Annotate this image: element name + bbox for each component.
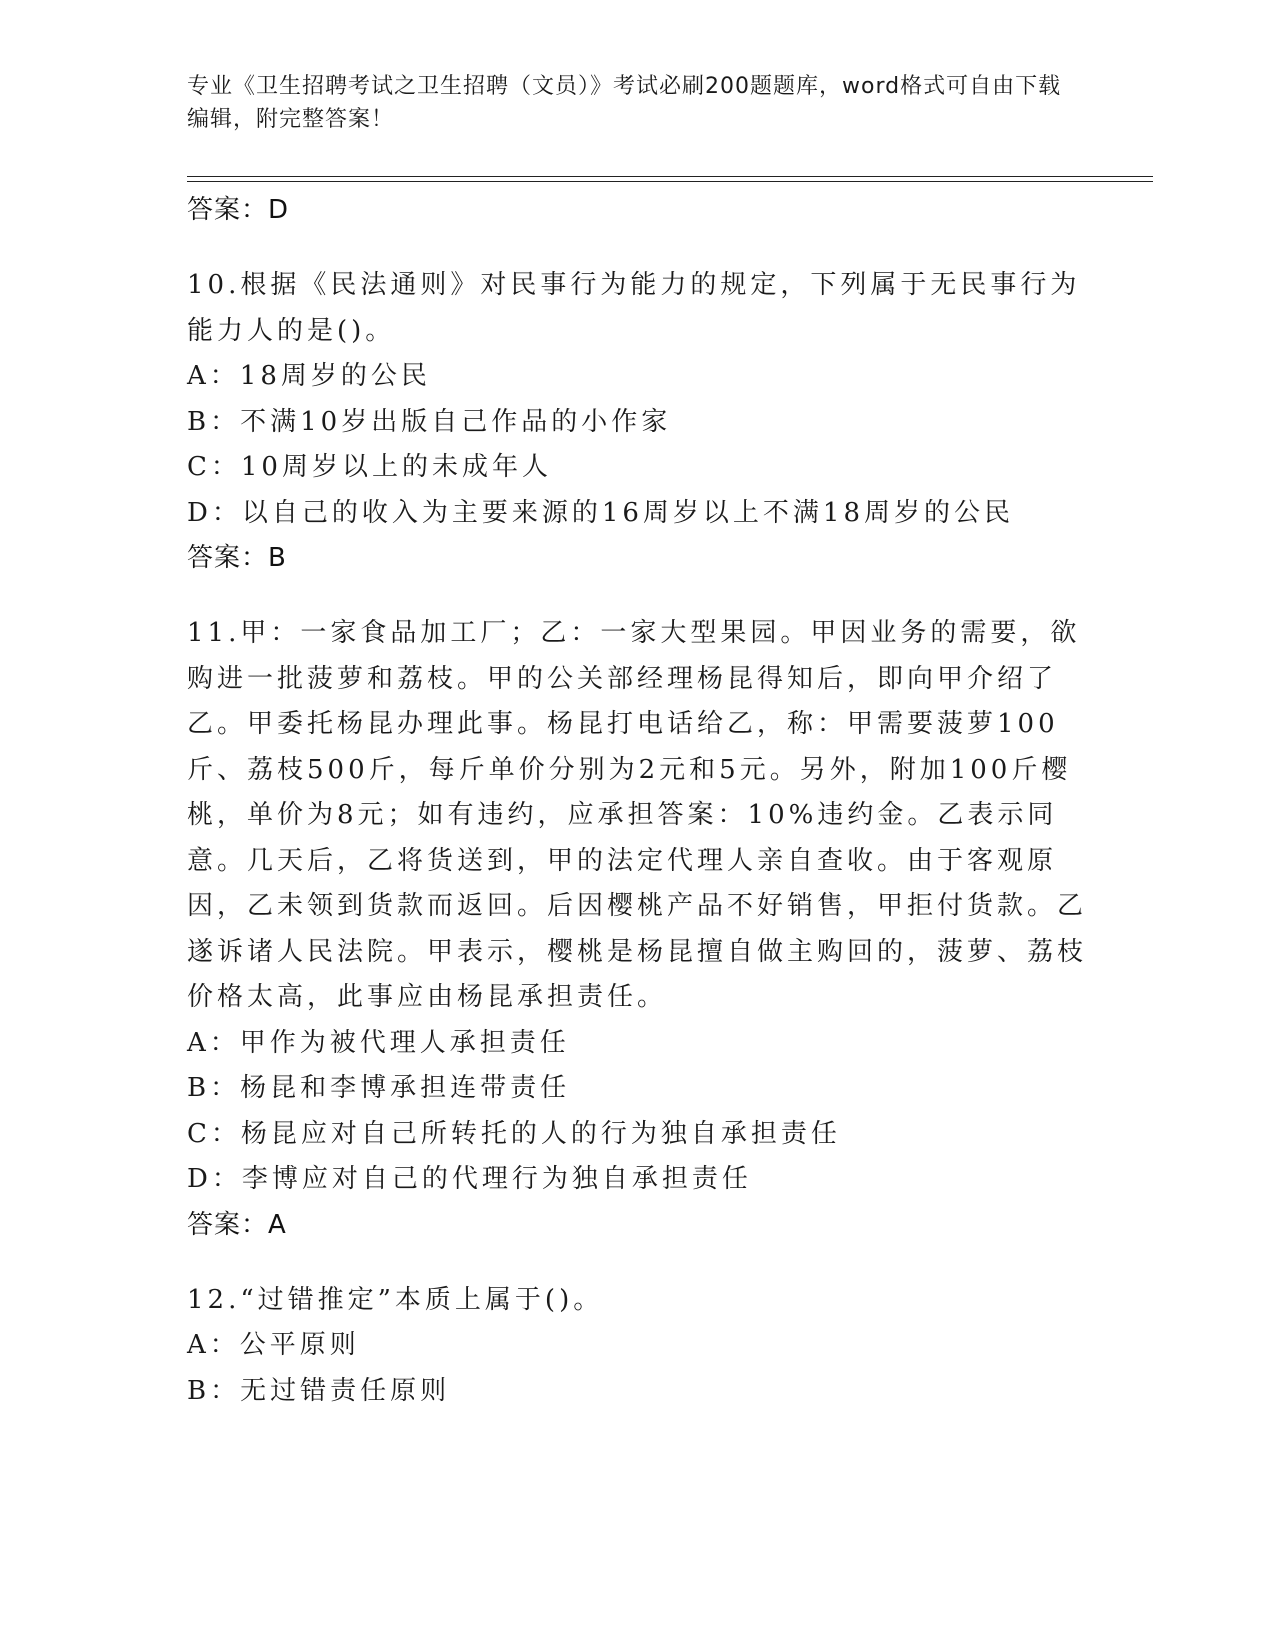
question-11-option-d: D：李博应对自己的代理行为独自承担责任	[187, 1164, 752, 1194]
question-list	[187, 188, 1087, 1414]
question-10-option-a: A：18周岁的公民	[187, 361, 431, 391]
header-divider-bottom	[187, 181, 1153, 182]
question-11-option-b: B：杨昆和李博承担连带责任	[187, 1073, 571, 1103]
question-10-option-b: B：不满10岁出版自己作品的小作家	[187, 406, 672, 437]
question-11-option-c: C：杨昆应对自己所转托的人的行为独自承担责任	[187, 1118, 841, 1149]
question-11-stem: 11.甲：一家食品加工厂；乙：一家大型果园。甲因业务的需要，欲购进一批菠萝和荔枝。甲的公关部经理杨昆得知后，即向甲介绍了乙。甲委托杨昆办理此事。杨昆打电话给乙，称：甲需要菠萝100斤、荔枝500斤，每斤单价分别为2元和5元。另外，附加100斤樱桃，单价为8元；如有违约，应承担答案：10%违约金。乙表示同意。几天后，乙将货送到，甲的法定代理人亲自查收。由于客观原因，乙未领到货款而返回。后因樱桃产品不好销售，甲拒付货款。乙遂诉诸人民法院。甲表示，樱桃是杨昆擅自做主购回的，菠萝、荔枝价格太高，此事应由杨昆承担责任。	[187, 618, 1088, 1012]
question-10-answer: 答案：B	[187, 543, 287, 573]
question-10-stem: 10.根据《民法通则》对民事行为能力的规定，下列属于无民事行为能力人的是()。	[187, 270, 1081, 346]
answer-9: 答案：D	[187, 195, 290, 225]
question-10-option-d: D：以自己的收入为主要来源的16周岁以上不满18周岁的公民	[187, 497, 1015, 528]
question-11	[187, 611, 1087, 1248]
question-10-option-c: C：10周岁以上的未成年人	[187, 452, 552, 482]
header-divider-top	[187, 176, 1153, 177]
question-12	[187, 1278, 1087, 1415]
question-12-option-a: A：公平原则	[187, 1330, 360, 1360]
question-11-option-a: A：甲作为被代理人承担责任	[187, 1027, 570, 1058]
question-12-stem: 12.“过错推定”本质上属于()。	[187, 1284, 604, 1315]
question-12-option-b: B：无过错责任原则	[187, 1375, 451, 1406]
question-10	[187, 263, 1087, 581]
document-header: 专业《卫生招聘考试之卫生招聘（文员）》考试必刷200题题库，word格式可自由下载编辑，附完整答案！	[187, 74, 1062, 132]
question-11-answer: 答案：A	[187, 1209, 287, 1240]
